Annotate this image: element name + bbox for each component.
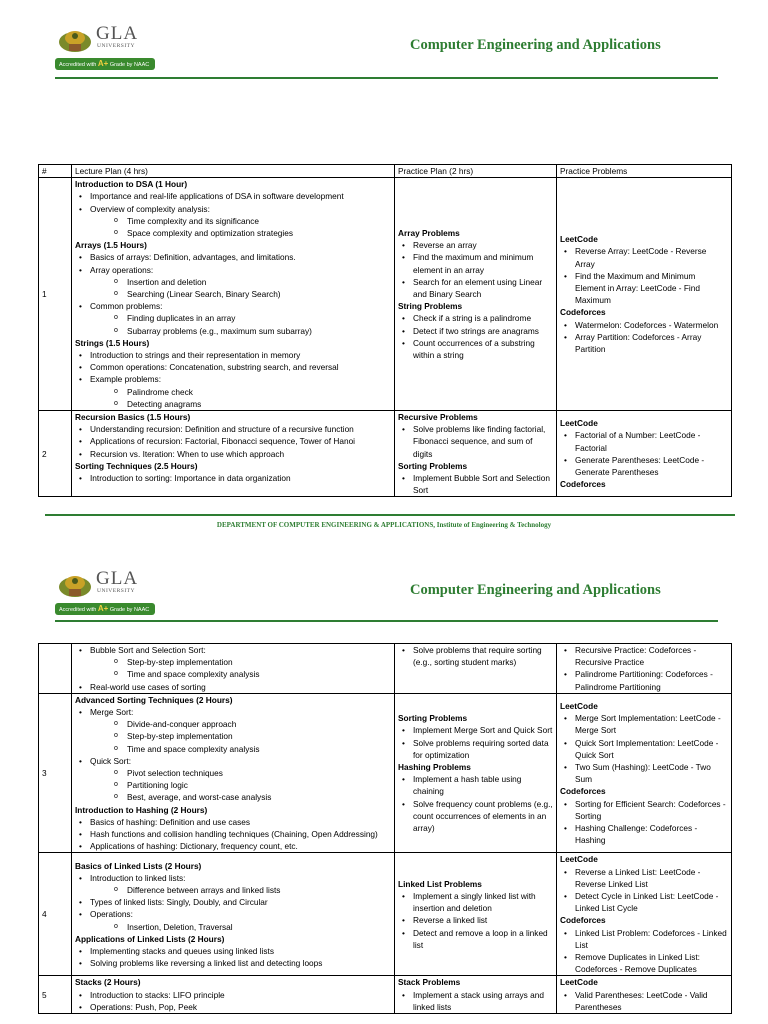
list-item xyxy=(90,908,391,932)
sub-bullet-list xyxy=(90,215,391,239)
problems-cell xyxy=(557,693,732,853)
list-item xyxy=(413,773,553,797)
practice-cell xyxy=(395,178,557,411)
section-heading: LeetCode xyxy=(560,700,598,711)
bullet-list xyxy=(398,312,553,361)
sub-bullet-list xyxy=(90,767,391,804)
lecture-cell xyxy=(72,853,395,976)
problems-cell xyxy=(557,644,732,694)
list-item-text: Introduction to strings and their representation in memory xyxy=(90,350,301,361)
list-item-text: Implementing stacks and queues using linked lists xyxy=(90,945,275,956)
header-title: Computer Engineering and Applications xyxy=(410,582,661,598)
sub-list-item-text: Insertion, Deletion, Traversal xyxy=(127,921,233,932)
list-item xyxy=(413,724,553,736)
list-item-text: Introduction to sorting: Importance in data organization xyxy=(90,473,291,484)
row-number: 5 xyxy=(39,976,72,1014)
section-heading: LeetCode xyxy=(560,977,598,988)
sub-list-item-text: Subarray problems (e.g., maximum sum subarray) xyxy=(127,325,312,336)
sub-list-item-text: Partitioning logic xyxy=(127,780,188,791)
page-header xyxy=(0,545,768,625)
sub-bullet-list xyxy=(90,656,391,680)
list-item-text: Understanding recursion: Definition and structure of a recursive function xyxy=(90,424,354,435)
sub-list-item-text: Insertion and deletion xyxy=(127,276,207,287)
list-item-text: Search for an element using Linear and Binary Search xyxy=(413,276,543,300)
table-row xyxy=(39,411,732,497)
table-row xyxy=(39,693,732,853)
bullet-list xyxy=(75,423,391,460)
list-item xyxy=(90,300,391,337)
sub-bullet-list xyxy=(90,884,391,896)
sub-list-item-text: Divide-and-conquer approach xyxy=(127,719,237,730)
list-item xyxy=(90,706,391,755)
sub-list-item xyxy=(127,325,391,337)
crest-icon xyxy=(57,26,93,54)
list-item xyxy=(90,264,391,301)
practice-cell xyxy=(395,853,557,976)
list-item-text: Implement Merge Sort and Quick Sort xyxy=(413,725,553,736)
list-item xyxy=(90,472,391,484)
sub-list-item-text: Step-by-step implementation xyxy=(127,731,233,742)
university-logo xyxy=(55,24,155,72)
naac-grade: A+ xyxy=(97,604,109,613)
list-item-text: Solve problems requiring sorted data for optimization xyxy=(413,737,549,760)
lecture-cell xyxy=(72,976,395,1014)
table-row xyxy=(39,644,732,694)
bullet-list xyxy=(75,872,391,933)
sub-list-item-text: Searching (Linear Search, Binary Search) xyxy=(127,289,281,300)
list-item-text: Quick Sort: xyxy=(90,755,132,766)
list-item xyxy=(413,890,553,914)
list-item xyxy=(90,872,391,896)
section-heading: String Problems xyxy=(398,301,463,312)
section-heading: Codeforces xyxy=(560,479,606,490)
practice-cell xyxy=(395,411,557,497)
section-heading: Codeforces xyxy=(560,915,606,926)
problems-cell xyxy=(557,976,732,1014)
practice-cell xyxy=(395,644,557,694)
bullet-list xyxy=(560,319,728,356)
list-item xyxy=(575,951,728,975)
section-heading: Codeforces xyxy=(560,786,606,797)
list-item-text: Bubble Sort and Selection Sort: xyxy=(90,645,206,655)
list-item-text: Applications of hashing: Dictionary, frequency count, etc. xyxy=(90,841,298,852)
bullet-list xyxy=(560,712,728,785)
problems-cell xyxy=(557,411,732,497)
list-item xyxy=(90,1001,391,1013)
list-item xyxy=(575,644,728,668)
section-heading: Linked List Problems xyxy=(398,878,482,889)
list-item-text: Reverse an array xyxy=(413,240,477,251)
bullet-list xyxy=(398,890,553,951)
logo-text: GLA xyxy=(96,23,139,44)
sub-list-item xyxy=(127,884,391,896)
naac-grade: A+ xyxy=(97,59,109,68)
section-heading: Recursion Basics (1.5 Hours) xyxy=(75,412,191,423)
list-item-text: Array Partition: Codeforces - Array Partition xyxy=(575,331,702,354)
bullet-list xyxy=(560,927,728,976)
section-heading: Arrays (1.5 Hours) xyxy=(75,240,147,251)
list-item xyxy=(90,989,391,1001)
list-item xyxy=(575,737,728,761)
practice-cell xyxy=(395,693,557,853)
list-item-text: Quick Sort Implementation: LeetCode - Quick Sort xyxy=(575,737,719,760)
naac-badge xyxy=(55,58,155,70)
list-item-text: Implement a stack using arrays and linked lists xyxy=(413,989,544,1012)
list-item-text: Reverse a linked list xyxy=(413,915,488,926)
list-item-text: Count occurrences of a substring within a string xyxy=(413,337,535,361)
naac-accredited-text: Accredited with xyxy=(59,62,97,68)
page-header xyxy=(0,0,768,80)
section-heading: LeetCode xyxy=(560,854,598,865)
naac-grade-text: Grade by NAAC xyxy=(109,62,150,68)
table-row xyxy=(39,976,732,1014)
section-heading: Advanced Sorting Techniques (2 Hours) xyxy=(75,694,233,705)
list-item-text: Find the Maximum and Minimum Element in Array: LeetCode - Find Maximum xyxy=(575,270,700,306)
bullet-list xyxy=(75,349,391,410)
table-row xyxy=(39,853,732,976)
sub-list-item-text: Pivot selection techniques xyxy=(127,768,223,779)
list-item xyxy=(575,668,728,692)
list-item xyxy=(413,798,553,835)
list-item xyxy=(90,681,391,693)
sub-list-item xyxy=(127,791,391,803)
sub-bullet-list xyxy=(90,276,391,300)
footer-rule xyxy=(45,514,735,516)
list-item-text: Solve problems that require sorting (e.g., sorting student marks) xyxy=(413,645,542,668)
column-header: Lecture Plan (4 hrs) xyxy=(72,165,395,178)
sub-bullet-list xyxy=(90,386,391,410)
list-item xyxy=(575,989,728,1013)
section-heading: Sorting Techniques (2.5 Hours) xyxy=(75,460,198,471)
column-header: Practice Plan (2 hrs) xyxy=(395,165,557,178)
sub-list-item xyxy=(127,743,391,755)
row-number: 1 xyxy=(39,178,72,411)
list-item xyxy=(90,373,391,410)
section-heading: Basics of Linked Lists (2 Hours) xyxy=(75,860,202,871)
list-item-text: Two Sum (Hashing): LeetCode - Two Sum xyxy=(575,761,711,785)
list-item-text: Sorting for Efficient Search: Codeforces - Sorting xyxy=(575,798,726,821)
bullet-list xyxy=(560,989,728,1013)
list-item xyxy=(90,816,391,828)
list-item-text: Recursion vs. Iteration: When to use which approach xyxy=(90,448,285,459)
list-item-text: Detect if two strings are anagrams xyxy=(413,325,539,336)
list-item-text: Real-world use cases of sorting xyxy=(90,681,206,692)
sub-list-item xyxy=(127,386,391,398)
sub-list-item-text: Finding duplicates in an array xyxy=(127,313,236,324)
list-item xyxy=(575,319,728,331)
list-item xyxy=(90,203,391,240)
section-heading: Recursive Problems xyxy=(398,412,478,423)
list-item-text: Hash functions and collision handling techniques (Chaining, Open Addressing) xyxy=(90,829,378,840)
list-item-text: Basics of arrays: Definition, advantages, and limitations. xyxy=(90,252,296,263)
section-heading: Stack Problems xyxy=(398,977,461,988)
list-item xyxy=(90,644,391,681)
sub-list-item-text: Time complexity and its significance xyxy=(127,215,260,226)
section-heading: Codeforces xyxy=(560,307,606,318)
row-number: 4 xyxy=(39,853,72,976)
bullet-list xyxy=(75,251,391,336)
list-item xyxy=(413,251,553,275)
list-item-text: Linked List Problem: Codeforces - Linked List xyxy=(575,927,727,950)
sub-list-item-text: Detecting anagrams xyxy=(127,398,202,409)
sub-list-item-text: Difference between arrays and linked lists xyxy=(127,884,281,895)
list-item-text: Overview of complexity analysis: xyxy=(90,203,210,214)
syllabus-table xyxy=(38,164,732,497)
section-heading: Sorting Problems xyxy=(398,460,468,471)
row-number: 3 xyxy=(39,693,72,853)
header-title: Computer Engineering and Applications xyxy=(410,37,661,53)
list-item xyxy=(90,435,391,447)
bullet-list xyxy=(75,472,391,484)
list-item xyxy=(413,337,553,361)
list-item-text: Solving problems like reversing a linked list and detecting loops xyxy=(90,958,323,969)
list-item xyxy=(413,914,553,926)
list-item-text: Introduction to linked lists: xyxy=(90,872,186,883)
naac-grade-text: Grade by NAAC xyxy=(109,607,150,613)
list-item xyxy=(575,822,728,846)
bullet-list xyxy=(398,724,553,761)
list-item-text: Solve problems like finding factorial, Fibonacci sequence, and sum of digits xyxy=(413,424,546,459)
list-item xyxy=(90,448,391,460)
list-item xyxy=(575,866,728,890)
naac-accredited-text: Accredited with xyxy=(59,607,97,613)
sub-list-item-text: Best, average, and worst-case analysis xyxy=(127,792,272,803)
page-2 xyxy=(0,545,768,1024)
section-heading: Applications of Linked Lists (2 Hours) xyxy=(75,933,225,944)
footer-text: DEPARTMENT OF COMPUTER ENGINEERING & APPLICATIONS, Institute of Engineering & Technology xyxy=(216,521,552,529)
list-item-text: Recursive Practice: Codeforces - Recursive Practice xyxy=(575,645,697,668)
sub-list-item xyxy=(127,767,391,779)
list-item-text: Implement a hash table using chaining xyxy=(413,774,522,797)
list-item xyxy=(90,423,391,435)
crest-icon xyxy=(57,571,93,599)
list-item-text: Array operations: xyxy=(90,264,154,275)
list-item xyxy=(413,989,553,1013)
list-item xyxy=(575,927,728,951)
sub-list-item xyxy=(127,779,391,791)
list-item xyxy=(575,245,728,269)
list-item-text: Check if a string is a palindrome xyxy=(413,313,532,324)
list-item xyxy=(413,325,553,337)
list-item-text: Importance and real-life applications of DSA in software development xyxy=(90,191,344,202)
sub-list-item xyxy=(127,398,391,410)
sub-list-item-text: Time and space complexity analysis xyxy=(127,743,260,754)
list-item-text: Factorial of a Number: LeetCode - Factorial xyxy=(575,430,701,453)
bullet-list xyxy=(75,706,391,804)
list-item-text: Detect and remove a loop in a linked list xyxy=(413,927,548,950)
table-header-row xyxy=(39,165,732,178)
list-item xyxy=(90,349,391,361)
header-rule xyxy=(55,620,718,622)
lecture-cell xyxy=(72,411,395,497)
list-item xyxy=(413,423,553,460)
list-item xyxy=(413,737,553,761)
section-heading: Strings (1.5 Hours) xyxy=(75,337,150,348)
university-logo xyxy=(55,569,155,617)
list-item xyxy=(90,755,391,804)
list-item-text: Common problems: xyxy=(90,301,163,312)
list-item-text: Palindrome Partitioning: Codeforces - Palindrome Partitioning xyxy=(575,669,713,692)
syllabus-table xyxy=(38,643,732,1014)
section-heading: Stacks (2 Hours) xyxy=(75,977,141,988)
list-item xyxy=(90,190,391,202)
list-item-text: Hashing Challenge: Codeforces - Hashing xyxy=(575,822,698,846)
list-item xyxy=(575,890,728,914)
list-item xyxy=(90,361,391,373)
list-item-text: Operations: xyxy=(90,909,133,920)
bullet-list xyxy=(560,798,728,847)
list-item xyxy=(413,239,553,251)
sub-list-item xyxy=(127,668,391,680)
list-item xyxy=(575,761,728,785)
practice-cell xyxy=(395,976,557,1014)
sub-list-item xyxy=(127,227,391,239)
sub-list-item xyxy=(127,288,391,300)
header-rule xyxy=(55,77,718,79)
sub-list-item xyxy=(127,312,391,324)
section-heading: Array Problems xyxy=(398,228,460,239)
list-item xyxy=(575,712,728,736)
list-item-text: Remove Duplicates in Linked List: Codeforces - Remove Duplicates xyxy=(575,952,700,975)
logo-text: GLA xyxy=(96,568,139,589)
list-item xyxy=(90,828,391,840)
sub-list-item xyxy=(127,730,391,742)
section-heading: Hashing Problems xyxy=(398,761,471,772)
sub-bullet-list xyxy=(90,718,391,755)
table-row xyxy=(39,178,732,411)
list-item xyxy=(413,312,553,324)
list-item xyxy=(413,927,553,951)
column-header: Practice Problems xyxy=(557,165,732,178)
list-item xyxy=(90,840,391,852)
bullet-list xyxy=(398,773,553,834)
sub-list-item-text: Palindrome check xyxy=(127,386,193,397)
list-item xyxy=(90,251,391,263)
sub-bullet-list xyxy=(90,921,391,933)
sub-list-item xyxy=(127,921,391,933)
list-item-text: Find the maximum and minimum element in an array xyxy=(413,252,534,275)
list-item xyxy=(575,429,728,453)
section-heading: LeetCode xyxy=(560,418,598,429)
column-header: # xyxy=(39,165,72,178)
list-item-text: Implement a singly linked list with insertion and deletion xyxy=(413,891,536,914)
list-item-text: Implement Bubble Sort and Selection Sort xyxy=(413,473,550,496)
bullet-list xyxy=(75,190,391,239)
list-item xyxy=(575,331,728,355)
sub-list-item xyxy=(127,656,391,668)
bullet-list xyxy=(75,989,391,1013)
lecture-cell xyxy=(72,178,395,411)
list-item-text: Generate Parentheses: LeetCode - Generate Parentheses xyxy=(575,454,705,477)
list-item xyxy=(413,644,553,668)
sub-bullet-list xyxy=(90,312,391,336)
row-number: 2 xyxy=(39,411,72,497)
sub-list-item-text: Time and space complexity analysis xyxy=(127,669,260,680)
bullet-list xyxy=(560,866,728,915)
bullet-list xyxy=(398,644,553,668)
bullet-list xyxy=(560,245,728,306)
list-item-text: Detect Cycle in Linked List: LeetCode - Linked List Cycle xyxy=(575,891,719,914)
list-item xyxy=(90,945,391,957)
bullet-list xyxy=(398,239,553,300)
list-item-text: Merge Sort: xyxy=(90,707,134,718)
list-item-text: Introduction to stacks: LIFO principle xyxy=(90,989,225,1000)
naac-badge xyxy=(55,603,155,615)
list-item-text: Watermelon: Codeforces - Watermelon xyxy=(575,319,719,330)
bullet-list xyxy=(398,423,553,460)
list-item-text: Merge Sort Implementation: LeetCode - Merge Sort xyxy=(575,713,721,736)
list-item xyxy=(413,472,553,496)
list-item-text: Common operations: Concatenation, substring search, and reversal xyxy=(90,362,339,373)
list-item-text: Example problems: xyxy=(90,374,162,385)
bullet-list xyxy=(560,644,728,693)
problems-cell xyxy=(557,853,732,976)
list-item xyxy=(575,270,728,307)
list-item-text: Valid Parentheses: LeetCode - Valid Parentheses xyxy=(575,989,708,1012)
logo-subtext: UNIVERSITY xyxy=(97,43,135,49)
sub-list-item-text: Space complexity and optimization strategies xyxy=(127,228,294,239)
sub-list-item xyxy=(127,276,391,288)
sub-list-item-text: Step-by-step implementation xyxy=(127,657,233,668)
sub-list-item xyxy=(127,718,391,730)
row-number xyxy=(39,644,72,694)
bullet-list xyxy=(75,644,391,693)
section-heading: Sorting Problems xyxy=(398,713,468,724)
list-item-text: Solve frequency count problems (e.g., count occurrences of elements in an array) xyxy=(413,798,553,833)
list-item-text: Types of linked lists: Singly, Doubly, and Circular xyxy=(90,897,268,908)
list-item-text: Basics of hashing: Definition and use cases xyxy=(90,816,251,827)
section-heading: LeetCode xyxy=(560,234,598,245)
list-item xyxy=(575,454,728,478)
list-item-text: Reverse Array: LeetCode - Reverse Array xyxy=(575,246,707,269)
bullet-list xyxy=(75,945,391,969)
list-item xyxy=(413,276,553,300)
list-item-text: Reverse a Linked List: LeetCode - Reverse Linked List xyxy=(575,866,701,889)
bullet-list xyxy=(398,472,553,496)
logo-subtext: UNIVERSITY xyxy=(97,588,135,594)
list-item xyxy=(575,798,728,822)
list-item-text: Applications of recursion: Factorial, Fibonacci sequence, Tower of Hanoi xyxy=(90,436,356,447)
section-heading: Introduction to Hashing (2 Hours) xyxy=(75,804,208,815)
section-heading: Introduction to DSA (1 Hour) xyxy=(75,179,188,190)
sub-list-item xyxy=(127,215,391,227)
bullet-list xyxy=(398,989,553,1013)
lecture-cell xyxy=(72,693,395,853)
lecture-cell xyxy=(72,644,395,694)
list-item-text: Operations: Push, Pop, Peek xyxy=(90,1001,198,1012)
bullet-list xyxy=(75,816,391,853)
bullet-list xyxy=(560,429,728,478)
list-item xyxy=(90,957,391,969)
list-item xyxy=(90,896,391,908)
problems-cell xyxy=(557,178,732,411)
